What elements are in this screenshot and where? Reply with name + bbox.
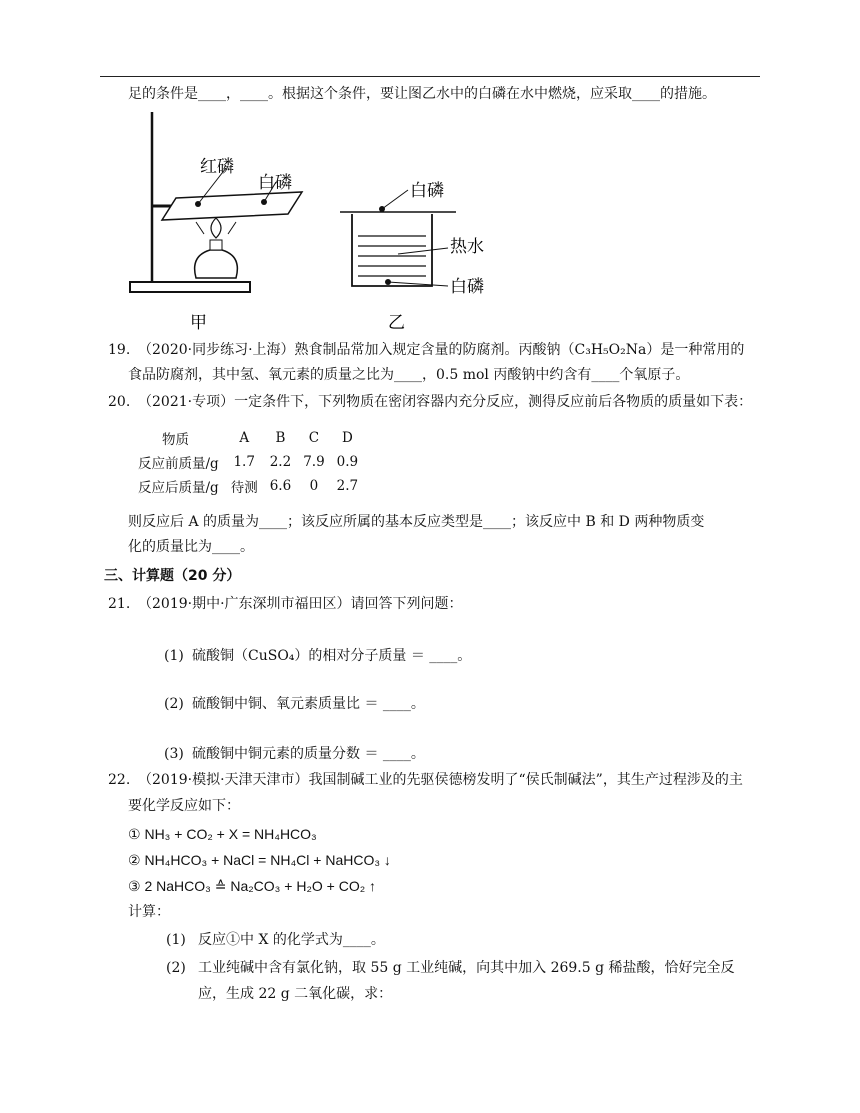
question-20-number: 20.	[108, 394, 131, 410]
apparatus-figure	[126, 106, 506, 338]
label-white-phosphorus-bottom: 白磷	[450, 277, 484, 297]
caption-jia: 甲	[190, 313, 207, 333]
section-3-heading: 三、计算题（20 分）	[104, 568, 241, 584]
beaker	[352, 214, 432, 286]
label-red-phosphorus: 红磷	[200, 157, 234, 177]
question-19-line-2: 食品防腐剂，其中氢、氧元素的质量之比为____，0.5 mol 丙酸钠中约含有____个氧原子。	[128, 367, 690, 383]
continued-question-line: 足的条件是____，____。根据这个条件，要让图乙水中的白磷在水中燃烧，应采取____的措施。	[128, 86, 716, 102]
equation-3: ③ 2 NaHCO₃ ≙ Na₂CO₃ + H₂O + CO₂ ↑	[128, 878, 377, 894]
question-19-number: 19.	[108, 342, 131, 358]
label-white-phosphorus-surface: 白磷	[410, 181, 444, 201]
question-22-line-1: 22. （2019·模拟·天津天津市）我国制碱工业的先驱侯德榜发明了“侯氏制碱法”，其生产过程涉及的主	[108, 772, 743, 788]
calc-label: 计算：	[128, 904, 170, 920]
mass-table	[132, 426, 364, 498]
caption-yi: 乙	[388, 313, 405, 333]
question-21-line-1: 21. （2019·期中·广东深圳市福田区）请回答下列问题：	[108, 596, 463, 612]
question-22-line-2: 要化学反应如下：	[128, 798, 240, 814]
question-21-item-1: (1) 硫酸铜（CuSO₄）的相对分子质量 ＝ ____。	[164, 648, 472, 664]
table-cell: 7.9	[303, 454, 325, 470]
table-header-cell: C	[308, 430, 320, 446]
table-cell: 1.7	[233, 454, 255, 470]
question-22-number: 22.	[108, 772, 131, 788]
table-header-cell: 物质	[162, 432, 189, 448]
table-cell: 0	[309, 478, 319, 494]
table-header-cell: A	[239, 430, 250, 446]
question-22-item-1: (1) 反应①中 X 的化学式为____。	[166, 932, 385, 948]
question-20-line-3: 化的质量比为____。	[128, 539, 254, 555]
table-header-cell: D	[342, 430, 353, 446]
table-cell: 2.7	[336, 478, 359, 494]
stand-base	[130, 282, 250, 292]
question-22-item-2: (2) 工业纯碱中含有氯化钠，取 55 g 工业纯碱，向其中加入 269.5 g 稀盐酸，恰好完全反	[166, 960, 735, 976]
table-cell: 反应后质量/g	[138, 480, 219, 496]
table-header-cell: B	[275, 430, 286, 446]
metal-plate	[162, 192, 302, 220]
equation-1: ① NH₃ + CO₂ + X = NH₄HCO₃	[128, 826, 317, 842]
table-cell: 反应前质量/g	[138, 456, 219, 472]
table-row	[132, 450, 364, 474]
question-20-line-1: 20. （2021·专项）一定条件下，下列物质在密闭容器内充分反应，测得反应前后各物质的质量如下表：	[108, 394, 753, 410]
flame	[211, 218, 221, 238]
label-hot-water: 热水	[450, 237, 484, 257]
table-cell: 2.2	[269, 454, 292, 470]
label-white-phosphorus-plate: 白磷	[258, 173, 292, 193]
table-cell: 6.6	[269, 478, 292, 494]
table-header-row	[132, 426, 364, 450]
question-20-line-2: 则反应后 A 的质量为____；该反应所属的基本反应类型是____；该反应中 B 和 D 两种物质变	[128, 514, 705, 530]
question-21-number: 21.	[108, 596, 131, 612]
header-rule	[100, 76, 760, 77]
question-19-line-1: 19. （2020·同步练习·上海）熟食制品常加入规定含量的防腐剂。丙酸钠（C₃H₅O₂Na）是一种常用的	[108, 342, 745, 358]
question-21-item-3: (3) 硫酸铜中铜元素的质量分数 ＝ ____。	[164, 746, 425, 762]
equation-2: ② NH₄HCO₃ + NaCl = NH₄Cl + NaHCO₃ ↓	[128, 852, 391, 868]
alcohol-lamp	[195, 250, 238, 278]
table-row	[132, 474, 364, 498]
table-cell: 0.9	[336, 454, 359, 470]
question-22-item-2-line-2: 应，生成 22 g 二氧化碳，求：	[198, 986, 393, 1002]
table-cell: 待测	[230, 480, 258, 496]
question-21-item-2: (2) 硫酸铜中铜、氧元素质量比 ＝ ____。	[164, 696, 425, 712]
